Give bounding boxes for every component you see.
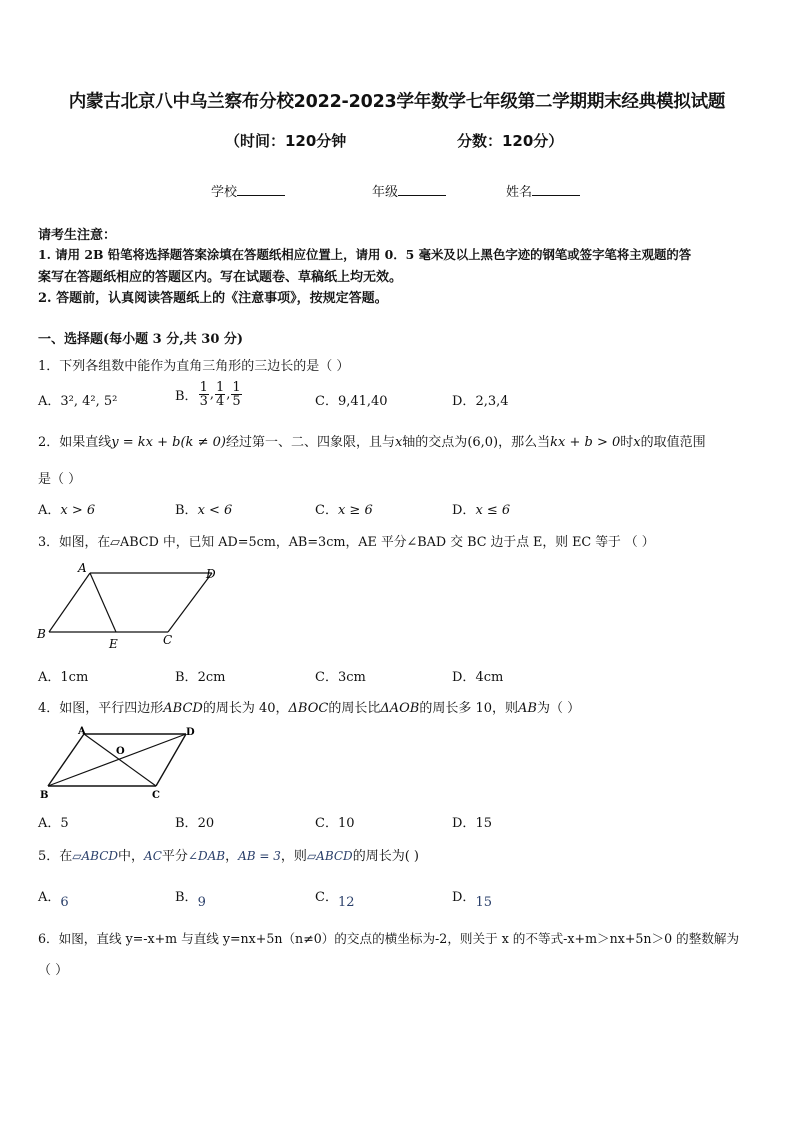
q1-option-b[interactable]: B． $\frac{1}{3}$ , $\frac{1}{4}$ , $\frac{1}{5}$ (175, 380, 241, 409)
q2-stem-line-2: 是（ ） (38, 472, 82, 487)
q2-option-c[interactable]: C．x ≥ 6 (315, 503, 373, 518)
q4-option-d[interactable]: D．15 (452, 816, 492, 831)
q4-edge-ab (48, 734, 84, 786)
grade-blank[interactable] (398, 183, 446, 196)
q3-edge-dc (168, 573, 212, 632)
q3-label-d: D (206, 567, 216, 581)
q5-option-b[interactable]: B．9 (175, 890, 206, 910)
q4-label-a: A (78, 726, 86, 737)
q4-label-c: C (152, 790, 160, 801)
q1-option-a[interactable] (38, 390, 117, 409)
q3-parallelogram-figure (34, 560, 224, 652)
q1-a-expr: 3², 4², 5² (60, 394, 118, 409)
q1-c-text: 9,41,40 (337, 394, 388, 409)
q4-diagonal-bd (48, 734, 186, 786)
name-field[interactable] (506, 181, 580, 200)
q6-stem-line-1: 6．如图，直线 y=-x+m 与直线 y=nx+5n（n≠0）的交点的横坐标为-2，则关于 x 的不等式-x+m＞nx+5n＞0 的整数解为 (38, 931, 740, 946)
q3-option-a[interactable]: A．1cm (38, 670, 89, 685)
exam-title: 内蒙古北京八中乌兰察布分校2022-2023学年数学七年级第二学期期末经典模拟试题 (68, 92, 726, 112)
q4-stem: 4．如图，平行四边形ABCD的周长为 40，ΔBOC的周长比ΔAOB的周长多 10，则AB为（ ） (38, 701, 581, 716)
q6-stem-line-2: （ ） (38, 963, 69, 978)
q1-c-label: C． (315, 394, 338, 409)
q2-k-cond: (k ≠ 0) (180, 435, 226, 450)
grade-field[interactable] (372, 181, 446, 200)
q4-label-b: B (40, 790, 49, 801)
q1-b-frac-3: $\frac{1}{5}$ (232, 380, 241, 409)
q4-diagonal-ac (84, 734, 156, 786)
q4-option-a[interactable]: A．5 (38, 816, 69, 831)
q4-parallelogram-figure (36, 724, 206, 804)
q2-option-d[interactable]: D．x ≤ 6 (452, 503, 511, 518)
notice-line-2: 2. 答题前，认真阅读答题纸上的《注意事项》，按规定答题。 (38, 291, 388, 306)
q3-segment-ae (90, 573, 116, 632)
section-heading: 一、选择题(每小题 3 分,共 30 分) (38, 332, 244, 347)
q3-option-c[interactable]: C．3cm (315, 670, 366, 685)
q3-option-d[interactable]: D．4cm (452, 670, 504, 685)
q2-option-a[interactable]: A．x > 6 (38, 503, 96, 518)
q1-b-label: B． (175, 389, 198, 404)
q1-b-frac-2: $\frac{1}{4}$ (215, 380, 225, 409)
q3-label-c: C (163, 633, 173, 647)
exam-time: （时间：120分钟 (225, 132, 347, 150)
school-blank[interactable] (237, 183, 285, 196)
notice-line-1b: 案写在答题纸相应的答题区内。写在试题卷、草稿纸上均无效。 (38, 270, 403, 285)
exam-score: 分数：120分） (457, 132, 564, 150)
q4-option-b[interactable]: B．20 (175, 816, 215, 831)
notice-heading: 请考生注意： (38, 228, 117, 243)
name-label: 姓名 (506, 185, 533, 200)
q5-option-c[interactable]: C．12 (315, 890, 355, 910)
q3-option-b[interactable]: B．2cm (175, 670, 226, 685)
q3-edge-ab (49, 573, 90, 632)
q3-label-a: A (78, 561, 87, 575)
school-label: 学校 (211, 185, 238, 200)
q5-stem: 5．在▱ABCD中，AC平分∠DAB，AB = 3，则▱ABCD的周长为( ) (38, 849, 419, 864)
name-blank[interactable] (532, 183, 580, 196)
school-field[interactable] (211, 181, 285, 200)
q5-option-a[interactable]: A．6 (38, 890, 69, 910)
q1-b-frac-1: $\frac{1}{3}$ (199, 380, 208, 409)
q2-intersection: (6,0) (467, 435, 499, 450)
q2-line-eq: y = kx + b (111, 435, 181, 450)
q4-label-d: D (186, 727, 195, 738)
q1-d-text: 2,3,4 (475, 394, 509, 409)
q2-inequality: kx + b > 0 (550, 435, 621, 450)
q4-edge-dc (156, 734, 186, 786)
q1-a-label: A． (38, 394, 61, 409)
q1-d-label: D． (452, 394, 476, 409)
q3-stem: 3．如图，在▱ABCD 中，已知 AD=5cm，AB=3cm，AE 平分∠BAD 交 BC 边于点 E，则 EC 等于 （ ） (38, 535, 655, 550)
q4-label-o: O (116, 746, 125, 757)
q2-option-b[interactable]: B．x < 6 (175, 503, 233, 518)
q2-stem-line-1: 2．如果直线y = kx + b(k ≠ 0)经过第一、二、四象限，且与x轴的交点为(6,0)，那么当kx + b > 0时x的取值范围 (38, 435, 706, 450)
q1-option-c[interactable] (315, 390, 388, 409)
q3-label-e: E (109, 637, 118, 651)
q3-label-b: B (37, 627, 46, 641)
q1-option-d[interactable] (452, 390, 509, 409)
q1-stem: 1．下列各组数中能作为直角三角形的三边长的是（ ） (38, 359, 350, 374)
q4-option-c[interactable]: C．10 (315, 816, 355, 831)
notice-line-1: 1. 请用 2B 铅笔将选择题答案涂填在答题纸相应位置上，请用 0．5 毫米及以上黑色字迹的钢笔或签字笔将主观题的答 (38, 247, 692, 262)
q5-option-d[interactable]: D．15 (452, 890, 492, 910)
grade-label: 年级 (372, 185, 399, 200)
